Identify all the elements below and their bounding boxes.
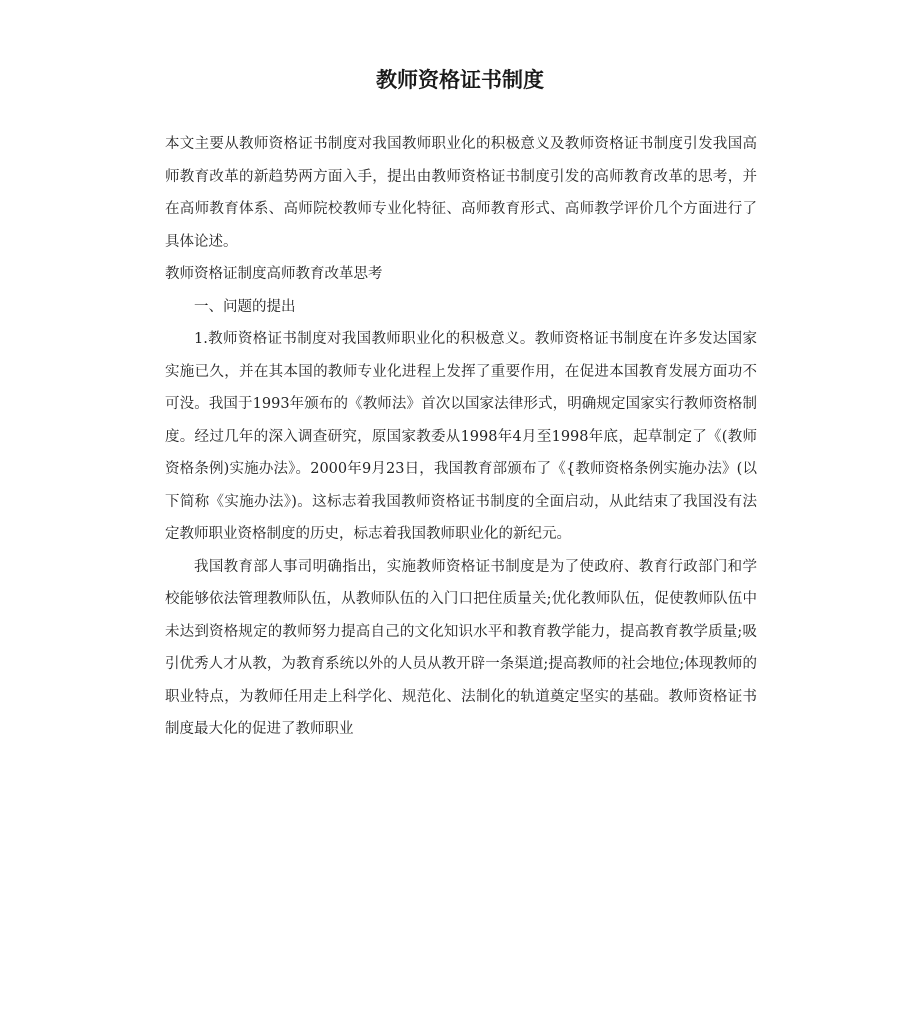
keywords-line: 教师资格证制度高师教育改革思考 xyxy=(165,266,383,282)
document-body xyxy=(165,128,757,746)
page-title: 教师资格证书制度 xyxy=(376,68,544,92)
section-heading: 一、问题的提出 xyxy=(194,298,296,315)
abstract-paragraph: 本文主要从教师资格证书制度对我国教师职业化的积极意义及教师资格证书制度引发我国高师教育改革的新趋势两方面入手，提出由教师资格证书制度引发的高师教育改革的思考，并在高师教育体系、高师院校教师专业化特征、高师教育形式、高师教学评价几个方面进行了具体论述。 xyxy=(165,136,757,250)
body-paragraph: 我国教育部人事司明确指出，实施教师资格证书制度是为了使政府、教育行政部门和学校能够依法管理教师队伍，从教师队伍的入门口把住质量关;优化教师队伍，促使教师队伍中未达到资格规定的教师努力提高自己的文化知识水平和教育教学能力，提高教育教学质量;吸引优秀人才从教，为教育系统以外的人员从教开辟一条渠道;提高教师的社会地位;体现教师的职业特点，为教师任用走上科学化、规范化、法制化的轨道奠定坚实的基础。教师资格证书制度最大化的促进了教师职业 xyxy=(165,558,757,737)
body-paragraph: 1.教师资格证书制度对我国教师职业化的积极意义。教师资格证书制度在许多发达国家实施已久，并在其本国的教师专业化进程上发挥了重要作用，在促进本国教育发展方面功不可没。我国于1993年颁布的《教师法》首次以国家法律形式，明确规定国家实行教师资格制度。经过几年的深入调查研究，原国家教委从1998年4月至1998年底，起草制定了《(教师资格条例)实施办法》。2000年9月23日，我国教育部颁布了《{教师资格条例实施办法》(以下简称《实施办法》)。这标志着我国教师资格证书制度的全面启动，从此结束了我国没有法定教师职业资格制度的历史，标志着我国教师职业化的新纪元。 xyxy=(165,331,757,542)
